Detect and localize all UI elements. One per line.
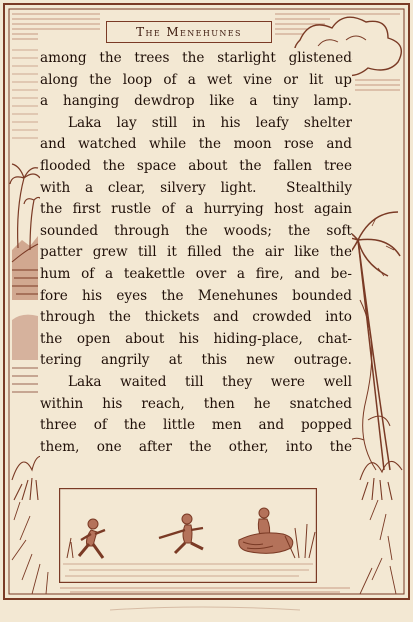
text-line: hum of a teakettle over a fire, and be- bbox=[40, 265, 352, 282]
text-line: a hanging dewdrop like a tiny lamp. bbox=[40, 93, 352, 110]
text-line: them, one after the other, into the bbox=[40, 438, 352, 455]
running-header: The Menehunes bbox=[106, 21, 272, 43]
text-line: within his reach, then he snatched bbox=[40, 395, 352, 412]
text-line: fore his eyes the Menehunes bounded bbox=[40, 287, 352, 304]
text-line: with a clear, silvery light. Stealthily bbox=[40, 179, 352, 196]
paragraph bbox=[40, 372, 352, 458]
text-line: Laka waited till they were well bbox=[68, 373, 352, 390]
text-line: and watched while the moon rose and bbox=[40, 136, 352, 153]
text-line: tering angrily at this new outrage. bbox=[40, 352, 352, 369]
text-line: the open about his hiding-place, chat- bbox=[40, 330, 352, 347]
paragraph bbox=[40, 113, 352, 372]
text-line: among the trees the starlight glistened bbox=[40, 50, 352, 66]
text-line: sounded through the woods; the soft bbox=[40, 222, 352, 239]
text-line: three of the little men and popped bbox=[40, 417, 352, 434]
text-line: flooded the space about the fallen tree bbox=[40, 157, 352, 174]
text-line: along the loop of a wet vine or lit up bbox=[40, 71, 352, 88]
menehunes-vignette bbox=[59, 488, 317, 583]
text-line: the first rustle of a hurrying host again bbox=[40, 201, 352, 218]
paragraph bbox=[40, 48, 352, 113]
page-footer-ornament bbox=[0, 602, 413, 622]
text-line: Laka lay still in his leafy shelter bbox=[68, 114, 352, 131]
text-line: patter grew till it filled the air like the bbox=[40, 244, 352, 261]
text-line: through the thickets and crowded into bbox=[40, 309, 352, 326]
text-body bbox=[40, 48, 352, 475]
